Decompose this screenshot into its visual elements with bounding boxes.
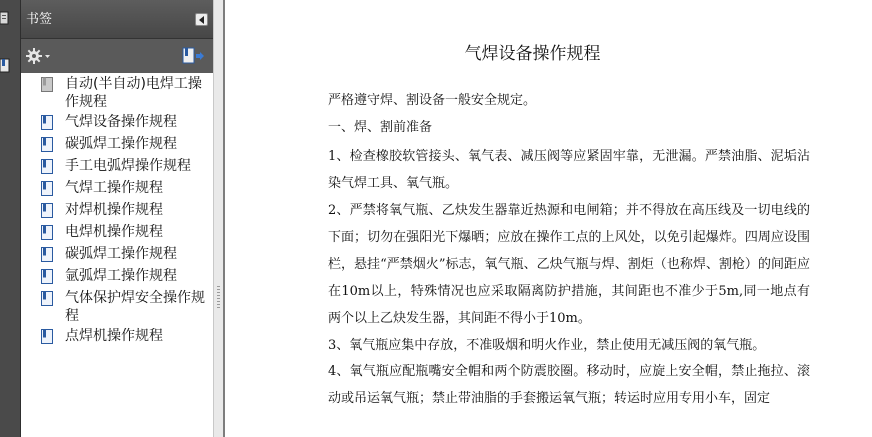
resize-grip[interactable] [217,286,220,310]
panel-header [21,0,213,39]
panel-resize-bar[interactable] [213,0,223,437]
page-thumbnails-button[interactable] [0,8,16,28]
document-title: 气焊设备操作规程 [464,44,601,64]
bookmark-page-icon [41,225,53,240]
navigation-strip [0,0,21,437]
bookmark-label: 碳弧焊工操作规程 [65,246,177,262]
paragraph: 2、严禁将氧气瓶、乙炔发生器靠近热源和电闸箱；并不得放在高压线及一切电线的下面；切勿在强阳光下爆晒；应放在操作工点的上风处，以免引起爆炸。四周应设围栏，悬挂“严禁烟火”标志，氧气瓶、乙炔气瓶与焊、割炬（也称焊、割枪）的间距应在10m以上，特殊情况也应采取隔离防护措施，其间距也不准少于5m,同一地点有两个以上乙炔发生器，其间距不得小于10m。 [328,203,810,326]
bookmark-page-icon [41,137,53,152]
bookmark-label: 手工电弧焊操作规程 [65,158,191,174]
bookmark-page-icon [41,203,53,218]
bookmark-label: 碳弧焊工操作规程 [65,136,177,152]
paragraph: 4、氧气瓶应配瓶嘴安全帽和两个防震胶圈。移动时，应旋上安全帽，禁止拖拉、滚动或吊运氧气瓶；禁止带油脂的手套搬运氧气瓶；转运时应用专用小车，固定 [328,364,810,406]
bookmark-label: 气体保护焊安全操作规程 [65,290,205,324]
bookmark-page-icon [41,181,53,196]
paragraph: 一、焊、割前准备 [328,120,433,135]
bookmarks-panel-button[interactable] [0,56,16,76]
bookmark-label: 点焊机操作规程 [65,328,163,344]
bookmark-label: 对焊机操作规程 [65,202,163,218]
bookmark-page-icon [41,291,53,306]
bookmark-tree [21,73,213,437]
page-thumbnails-icon [0,8,16,28]
new-bookmark-icon [181,47,205,65]
panel-toolbar [21,39,213,73]
bookmark-label: 电焊机操作规程 [65,224,163,240]
paragraph: 1、检查橡胶软管接头、氧气表、减压阀等应紧固牢靠，无泄漏。严禁油脂、泥垢沾染气焊工具、氧气瓶。 [328,149,810,191]
bookmark-page-icon [41,247,53,262]
blank-page-icon [41,77,53,92]
bookmark-label: 气焊工操作规程 [65,180,163,196]
panel-title: 书签 [26,12,53,27]
paragraph: 3、氧气瓶应集中存放，不准吸烟和明火作业，禁止使用无减压阀的氧气瓶。 [328,338,766,353]
document-page [225,0,872,437]
bookmark-label: 氩弧焊工操作规程 [65,268,177,284]
new-bookmark-button[interactable] [181,47,205,65]
options-menu-button[interactable] [25,47,53,65]
bookmark-label: 气焊设备操作规程 [65,114,177,130]
bookmark-page-icon [41,159,53,174]
triangle-left-icon [198,16,206,24]
bookmark-page-icon [41,329,53,344]
bookmark-label: 自动(半自动)电焊工操作规程 [65,76,202,110]
bookmark-page-icon [41,115,53,130]
paragraph: 严格遵守焊、割设备一般安全规定。 [328,93,537,108]
bookmarks-icon [0,56,16,76]
collapse-panel-button[interactable] [195,13,208,26]
gear-icon [25,47,53,65]
bookmark-page-icon [41,269,53,284]
bookmarks-panel [21,0,213,437]
